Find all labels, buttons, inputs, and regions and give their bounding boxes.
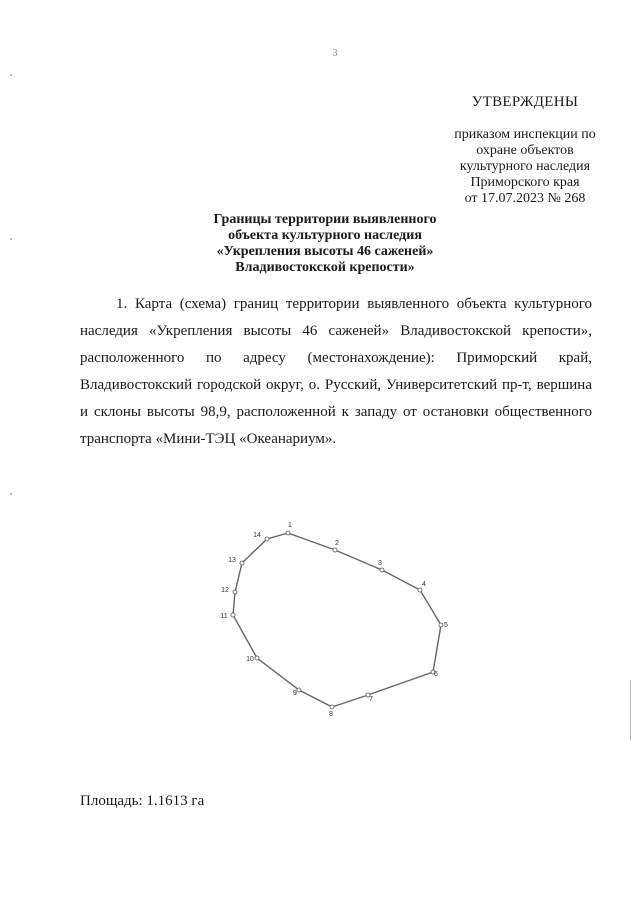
scan-artifact (10, 74, 12, 76)
boundary-vertex-label: 4 (422, 581, 426, 588)
approval-line: охране объектов (476, 143, 574, 158)
description-paragraph (80, 291, 592, 453)
boundary-vertex (297, 688, 301, 692)
boundary-vertex (439, 623, 443, 627)
page-number: 3 (332, 48, 338, 59)
scan-artifact (10, 493, 12, 495)
boundary-vertex-label: 12 (221, 587, 229, 594)
approval-stamp (420, 94, 630, 207)
paragraph-line: и склоны высоты 98,9, расположенной к западу от остановки общественного (80, 404, 592, 420)
boundary-vertex-label: 10 (246, 656, 254, 663)
boundary-vertex-label: 3 (378, 560, 382, 567)
boundary-vertex-label: 6 (434, 671, 438, 678)
boundary-vertex-label: 2 (335, 540, 339, 547)
boundary-vertex-label: 14 (253, 532, 261, 539)
document-title-line: Владивостокской крепости» (235, 260, 415, 275)
boundary-vertex-label: 13 (228, 557, 236, 564)
boundary-vertex-label: 9 (293, 690, 297, 697)
approval-line: приказом инспекции по (454, 127, 596, 142)
boundary-vertex (265, 537, 269, 541)
boundary-vertex (255, 656, 259, 660)
boundary-scheme-map (215, 515, 465, 720)
approval-line: от 17.07.2023 № 268 (464, 191, 586, 206)
approval-title: УТВЕРЖДЕНЫ (471, 94, 579, 110)
boundary-vertex-label: 7 (369, 696, 373, 703)
document-title-line: Границы территории выявленного (213, 212, 437, 227)
boundary-vertex (330, 705, 334, 709)
boundary-vertex-label: 11 (220, 613, 228, 620)
boundary-polygon (233, 533, 441, 707)
boundary-vertex (286, 531, 290, 535)
document-title-line: «Укрепления высоты 46 саженей» (216, 244, 434, 259)
approval-line: Приморского края (470, 175, 580, 190)
approval-line: культурного наследия (459, 159, 591, 174)
paragraph-line: 1. Карта (схема) границ территории выявленного объекта культурного (116, 296, 592, 312)
boundary-vertex (231, 613, 235, 617)
paragraph-line: транспорта «Мини-ТЭЦ «Океанариум». (80, 431, 337, 447)
boundary-vertex (333, 548, 337, 552)
document-title (190, 212, 460, 276)
area-label: Площадь: 1.1613 га (80, 793, 205, 809)
boundary-vertex-label: 8 (329, 711, 333, 718)
boundary-vertex-label: 5 (444, 622, 448, 629)
document-title-line: объекта культурного наследия (228, 228, 422, 243)
boundary-vertex (380, 568, 384, 572)
scan-artifact (630, 680, 631, 740)
paragraph-line: наследия «Укрепления высоты 46 саженей» Владивостокской крепости», (80, 323, 592, 339)
paragraph-line: Владивостокский городской округ, о. Русский, Университетский пр-т, вершина (80, 377, 592, 393)
boundary-vertex-label: 1 (288, 522, 292, 529)
paragraph-line: расположенного по адресу (местонахождение): Приморский край, (80, 350, 592, 366)
boundary-vertex (418, 588, 422, 592)
boundary-vertex (240, 561, 244, 565)
scan-artifact (10, 238, 12, 240)
boundary-vertex (233, 590, 237, 594)
